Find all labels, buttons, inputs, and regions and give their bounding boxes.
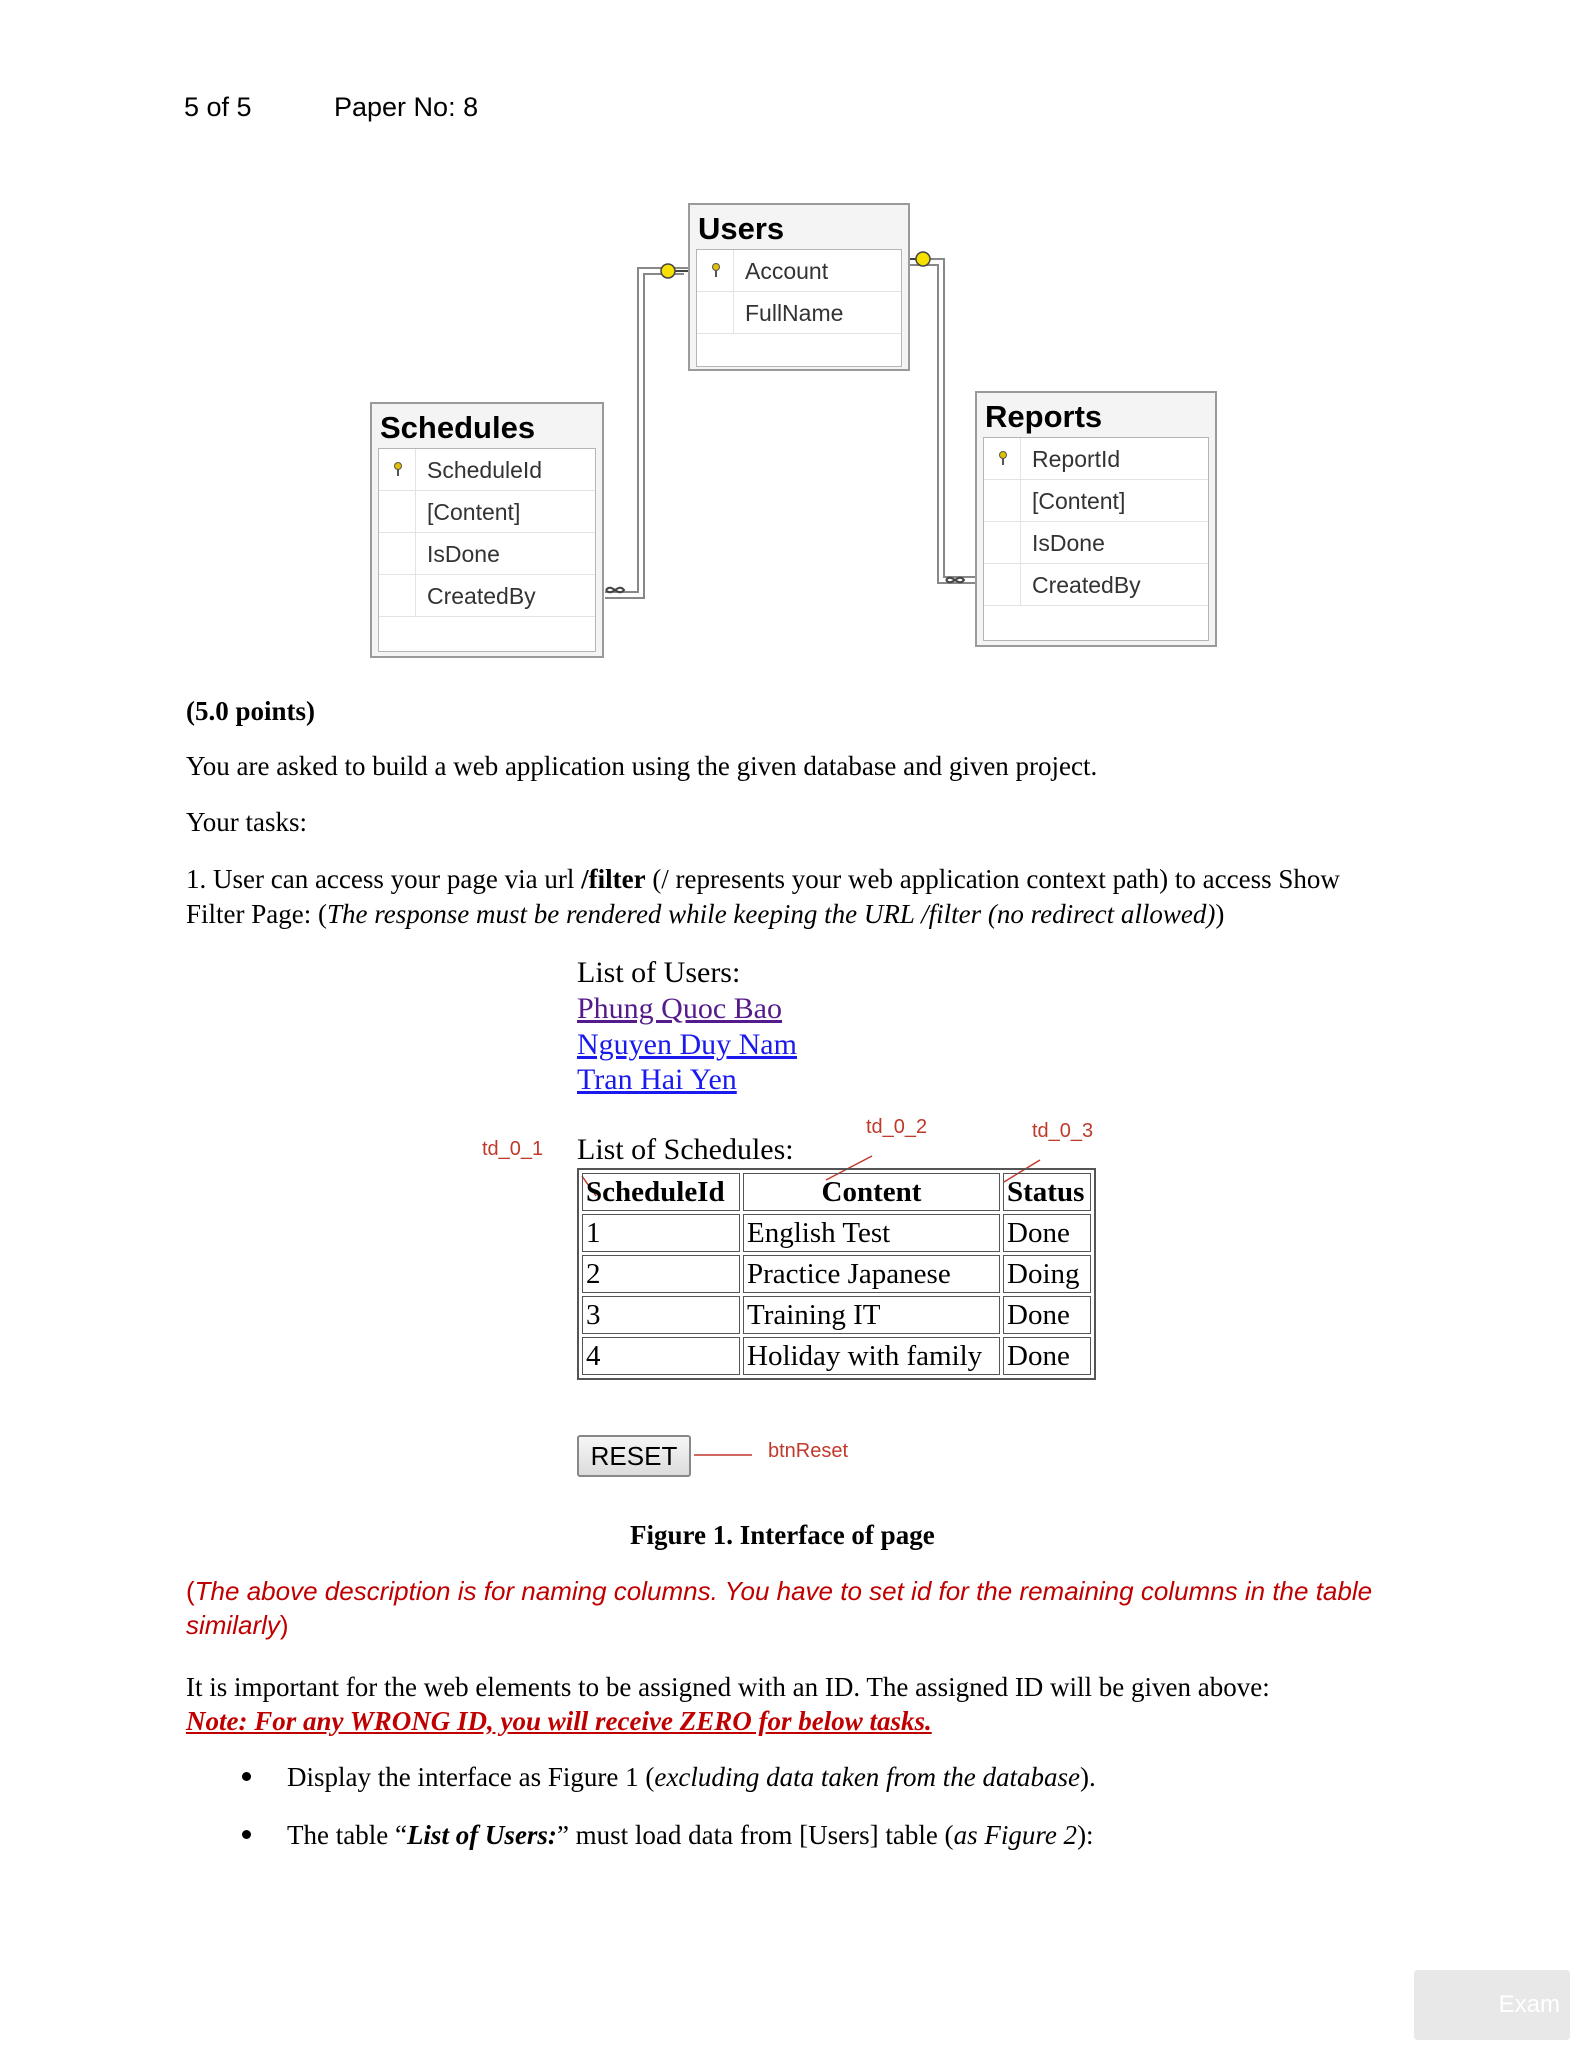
- reports-field-row: [Content]: [984, 480, 1208, 522]
- schedules-field-row: [Content]: [379, 491, 595, 533]
- table-cell: 3: [582, 1296, 740, 1334]
- schedules-field-row: IsDone: [379, 533, 595, 575]
- bullet-item: Display the interface as Figure 1 (excluding data taken from the database).: [287, 1762, 1096, 1792]
- table-cell: Training IT: [743, 1296, 1000, 1334]
- paper-number: Paper No: 8: [334, 92, 479, 122]
- table-cell: English Test: [743, 1214, 1000, 1252]
- task1-line1: 1. User can access your page via url /filter (/ represents your web application context path) to access Show: [186, 864, 1340, 894]
- table-cell: 2: [582, 1255, 740, 1293]
- reset-button[interactable]: RESET: [577, 1435, 691, 1477]
- table-cell: 1: [582, 1214, 740, 1252]
- users-table-title: Users: [698, 211, 785, 246]
- users-field-row: Account: [697, 250, 901, 292]
- figure-caption: Figure 1. Interface of page: [630, 1520, 935, 1550]
- table-cell: Done: [1003, 1337, 1091, 1375]
- table-cell: Done: [1003, 1296, 1091, 1334]
- schedules-field-row: ScheduleId: [379, 449, 595, 491]
- naming-note: (The above description is for naming columns. You have to set id for the remaining columns in the table similarly): [186, 1576, 1373, 1640]
- schedules-table-title: Schedules: [380, 410, 536, 445]
- column-header: Status: [1003, 1173, 1091, 1211]
- table-cell: Done: [1003, 1214, 1091, 1252]
- annotation-td-0-3: td_0_3: [1032, 1120, 1094, 1142]
- bullet: [242, 1772, 251, 1781]
- reports-field-row: ReportId: [984, 438, 1208, 480]
- column-header: ScheduleId: [582, 1173, 740, 1211]
- table-row: [582, 1255, 1091, 1293]
- exam-logo: Exam: [1414, 1970, 1570, 2040]
- reports-field-row: IsDone: [984, 522, 1208, 564]
- users-field-row: FullName: [697, 292, 901, 334]
- table-row: [582, 1337, 1091, 1375]
- annotation-btn-reset: btnReset: [768, 1440, 849, 1462]
- intro-text: You are asked to build a web application using the given database and given project.: [186, 751, 1098, 781]
- schedules-field-row: CreatedBy: [379, 575, 595, 617]
- task1-line2: Filter Page: (The response must be rendered while keeping the URL /filter (no redirect allowed)): [186, 899, 1225, 929]
- annotation-td-0-1: td_0_1: [482, 1138, 544, 1160]
- annotation-td-0-2: td_0_2: [866, 1116, 928, 1138]
- bullet: [242, 1830, 251, 1839]
- bullet-item: The table “List of Users:” must load data from [Users] table (as Figure 2):: [287, 1820, 1094, 1850]
- table-cell: 4: [582, 1337, 740, 1375]
- warning-note: Note: For any WRONG ID, you will receive ZERO for below tasks.: [186, 1706, 932, 1736]
- table-cell: Doing: [1003, 1255, 1091, 1293]
- id-text: It is important for the web elements to be assigned with an ID. The assigned ID will be given above:: [186, 1672, 1270, 1702]
- tasks-label: Your tasks:: [186, 807, 308, 837]
- column-header: Content: [743, 1173, 1000, 1211]
- table-cell: Practice Japanese: [743, 1255, 1000, 1293]
- user-link[interactable]: Tran Hai Yen: [577, 1063, 737, 1096]
- user-link[interactable]: Phung Quoc Bao: [577, 992, 782, 1025]
- schedules-table-view: [577, 1168, 1096, 1380]
- reports-table-title: Reports: [985, 399, 1103, 434]
- table-header-row: [582, 1173, 1091, 1211]
- schedules-list-label: List of Schedules:: [577, 1133, 794, 1166]
- table-row: [582, 1296, 1091, 1334]
- page-number: 5 of 5: [184, 92, 252, 122]
- reports-field-row: CreatedBy: [984, 564, 1208, 606]
- user-link[interactable]: Nguyen Duy Nam: [577, 1028, 797, 1061]
- table-cell: Holiday with family: [743, 1337, 1000, 1375]
- table-row: [582, 1214, 1091, 1252]
- users-list-label: List of Users:: [577, 956, 741, 989]
- points: (5.0 points): [186, 696, 316, 726]
